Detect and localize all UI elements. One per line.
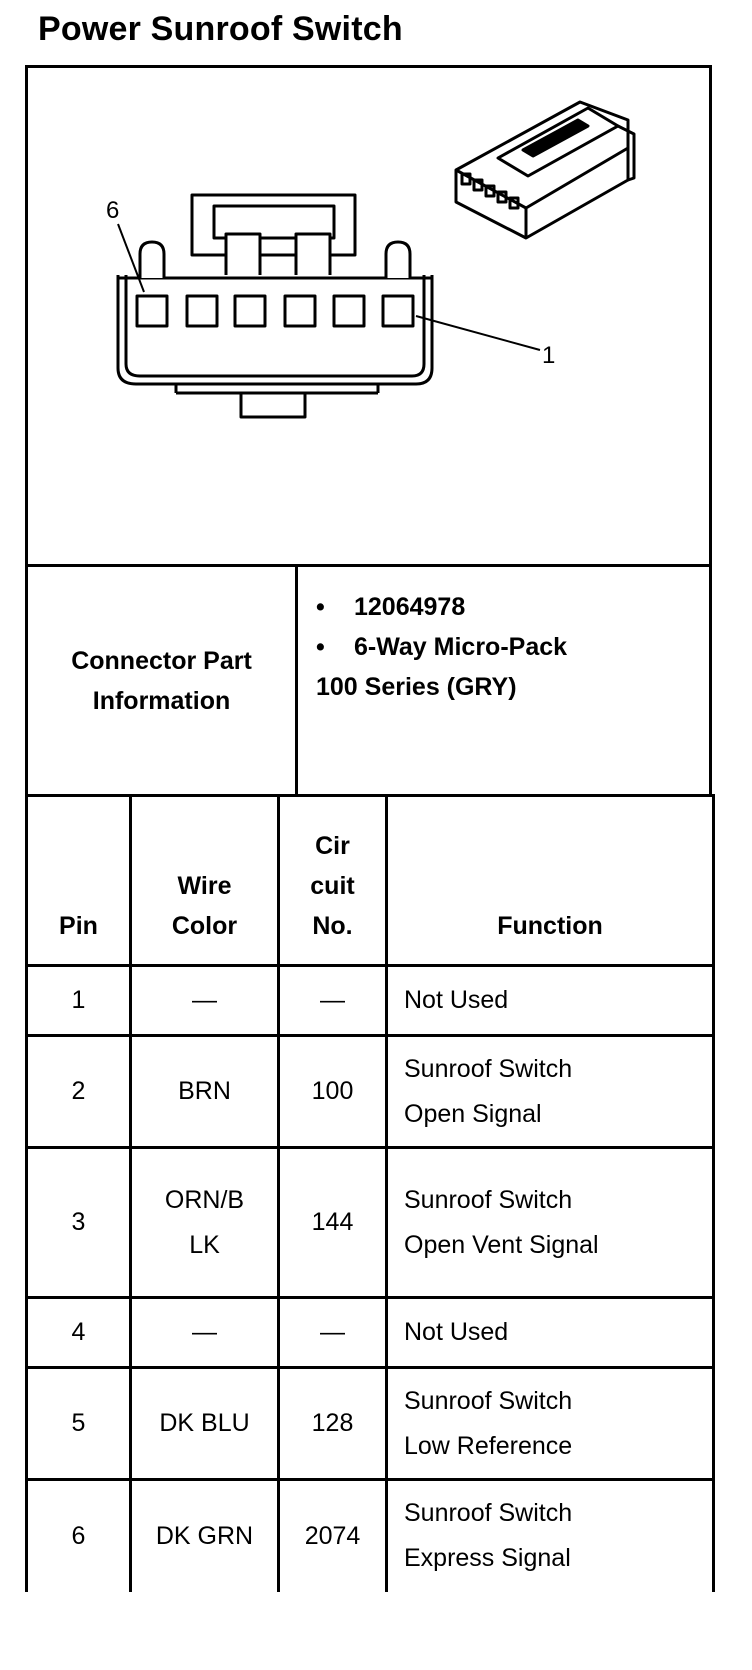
header-function: Function bbox=[387, 796, 714, 966]
connector-info-values bbox=[298, 567, 709, 794]
circuit-cell: 2074 bbox=[279, 1480, 387, 1592]
function-cell: Not Used bbox=[387, 1298, 714, 1368]
connector-info-label-cell bbox=[28, 567, 298, 794]
bullet-icon: • bbox=[316, 593, 325, 621]
pin-cell: 5 bbox=[27, 1368, 131, 1480]
wire-color-cell: — bbox=[131, 1298, 279, 1368]
pin-cell: 6 bbox=[27, 1480, 131, 1592]
circuit-cell: — bbox=[279, 1298, 387, 1368]
header-circuit-no: Cir cuit No. bbox=[279, 796, 387, 966]
part-number-line bbox=[316, 587, 709, 627]
circuit-cell: 144 bbox=[279, 1148, 387, 1298]
pin-cell: 1 bbox=[27, 966, 131, 1036]
bullet-icon: • bbox=[316, 633, 325, 661]
wire-color-cell: BRN bbox=[131, 1036, 279, 1148]
connector-type: 6-Way Micro-Pack bbox=[354, 633, 568, 661]
wire-color-cell: — bbox=[131, 966, 279, 1036]
circuit-cell: — bbox=[279, 966, 387, 1036]
part-number: 12064978 bbox=[354, 593, 466, 621]
pin-cell: 3 bbox=[27, 1148, 131, 1298]
circuit-cell: 100 bbox=[279, 1036, 387, 1148]
connector-part-info bbox=[25, 564, 712, 794]
header-pin: Pin bbox=[27, 796, 131, 966]
table-row bbox=[27, 1480, 714, 1592]
circuit-cell: 128 bbox=[279, 1368, 387, 1480]
function-cell: Sunroof Switch Express Signal bbox=[387, 1480, 714, 1592]
table-header-row bbox=[27, 796, 714, 966]
wire-color-cell: ORN/BLK bbox=[131, 1148, 279, 1298]
connector-face-diagram bbox=[28, 68, 715, 568]
pinout-table bbox=[25, 794, 715, 1592]
table-row bbox=[27, 966, 714, 1036]
connector-diagram-panel bbox=[25, 65, 712, 565]
header-wire-color: Wire Color bbox=[131, 796, 279, 966]
function-cell: Sunroof Switch Low Reference bbox=[387, 1368, 714, 1480]
pin-6-callout: 6 bbox=[106, 197, 120, 224]
connector-type-line bbox=[316, 627, 709, 667]
pin-cell: 4 bbox=[27, 1298, 131, 1368]
connector-info-label: Connector Part Information bbox=[71, 646, 252, 715]
function-cell: Sunroof Switch Open Vent Signal bbox=[387, 1148, 714, 1298]
pin-cell: 2 bbox=[27, 1036, 131, 1148]
page-title: Power Sunroof Switch bbox=[38, 10, 403, 48]
function-cell: Not Used bbox=[387, 966, 714, 1036]
function-cell: Sunroof Switch Open Signal bbox=[387, 1036, 714, 1148]
wire-color-cell: DK BLU bbox=[131, 1368, 279, 1480]
table-row bbox=[27, 1148, 714, 1298]
wire-color-cell: DK GRN bbox=[131, 1480, 279, 1592]
pin-1-callout: 1 bbox=[542, 342, 556, 369]
table-row bbox=[27, 1036, 714, 1148]
table-row bbox=[27, 1298, 714, 1368]
table-row bbox=[27, 1368, 714, 1480]
connector-series: 100 Series (GRY) bbox=[316, 673, 517, 701]
